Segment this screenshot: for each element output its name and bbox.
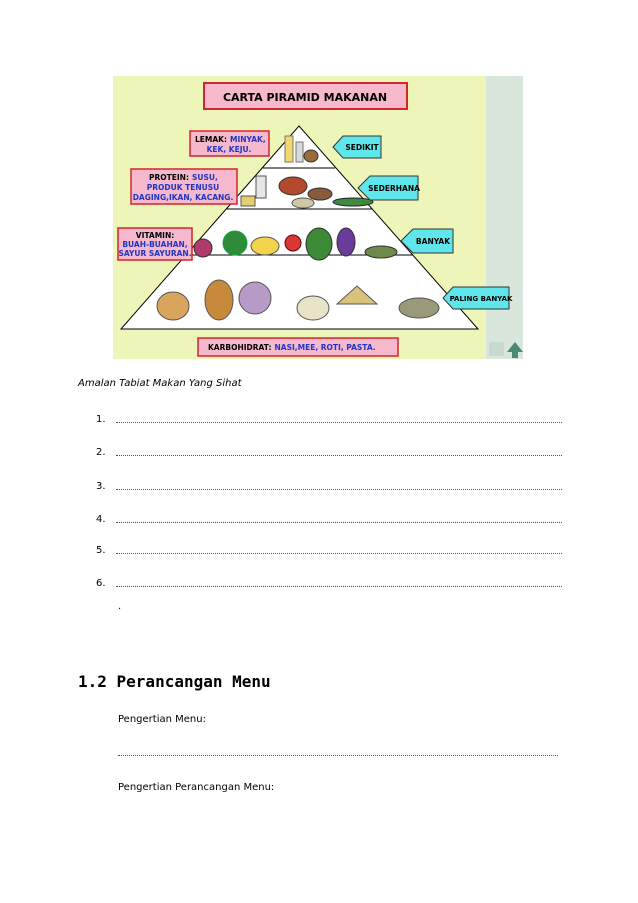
protein-label-rest: SUSU, xyxy=(191,173,218,182)
vitamin-label-bold: VITAMIN: xyxy=(135,231,175,240)
fats-label-rest: MINYAK, xyxy=(229,135,266,144)
list-item xyxy=(96,447,562,461)
svg-text:KARBOHIDRAT:NASI,MEE, ROTI, PA xyxy=(208,343,376,352)
food-pyramid-svg xyxy=(113,76,523,359)
vitamin-label-line3: SAYUR SAYURAN. xyxy=(118,249,192,258)
carbohydrate-label xyxy=(198,338,398,356)
answer-line[interactable] xyxy=(116,489,562,490)
vitamin-label xyxy=(118,228,192,260)
answer-line[interactable] xyxy=(116,522,562,523)
protein-label-line3: DAGING,IKAN, KACANG. xyxy=(132,193,234,202)
arrow-banyak-label: BANYAK xyxy=(415,237,451,246)
food-pyramid-figure xyxy=(113,76,523,359)
list-item xyxy=(96,481,562,495)
habits-intro: Amalan Tabiat Makan Yang Sihat xyxy=(78,378,242,389)
arrow-paling-banyak-label: PALING BANYAK xyxy=(449,295,513,303)
answer-line[interactable] xyxy=(116,455,562,456)
carbohydrate-label-rest: NASI,MEE, ROTI, PASTA. xyxy=(274,343,376,352)
arrow-sedikit xyxy=(333,136,381,158)
fats-label-line2: KEK, KEJU. xyxy=(206,145,252,154)
trailing-dot: . xyxy=(118,601,122,612)
list-item-number: 4. xyxy=(96,514,106,525)
fats-label xyxy=(190,131,269,156)
arrow-banyak xyxy=(401,229,453,253)
arrow-paling-banyak xyxy=(443,287,513,309)
list-item xyxy=(96,578,562,592)
answer-line[interactable] xyxy=(116,422,562,423)
arrow-sederhana xyxy=(358,176,420,200)
answer-line[interactable] xyxy=(116,553,562,554)
menu-definition-answer-line[interactable] xyxy=(118,755,558,756)
arrow-sedikit-label: SEDIKIT xyxy=(345,143,379,152)
side-strip xyxy=(486,76,523,359)
list-item xyxy=(96,514,562,528)
list-item-number: 6. xyxy=(96,578,106,589)
list-item xyxy=(96,545,562,559)
list-item-number: 1. xyxy=(96,414,106,425)
answer-line[interactable] xyxy=(116,586,562,587)
menu-planning-definition-label: Pengertian Perancangan Menu: xyxy=(118,782,275,793)
list-item xyxy=(96,414,562,428)
fats-label-bold: LEMAK: xyxy=(195,135,227,144)
svg-text:PROTEIN:SUSU, xyxy=(149,173,218,182)
list-item-number: 2. xyxy=(96,447,106,458)
protein-label xyxy=(131,169,237,204)
vitamin-label-line2: BUAH-BUAHAN, xyxy=(122,240,188,249)
protein-label-line2: PRODUK TENUSU xyxy=(146,183,220,192)
svg-text:LEMAK:MINYAK, xyxy=(195,135,266,144)
carbohydrate-label-bold: KARBOHIDRAT: xyxy=(208,343,272,352)
arrow-sederhana-label: SEDERHANA xyxy=(368,184,420,193)
section-heading: 1.2 Perancangan Menu xyxy=(78,672,271,691)
protein-label-bold: PROTEIN: xyxy=(149,173,189,182)
list-item-number: 3. xyxy=(96,481,106,492)
menu-definition-label: Pengertian Menu: xyxy=(118,714,206,725)
list-item-number: 5. xyxy=(96,545,106,556)
figure-title: CARTA PIRAMID MAKANAN xyxy=(222,91,388,104)
